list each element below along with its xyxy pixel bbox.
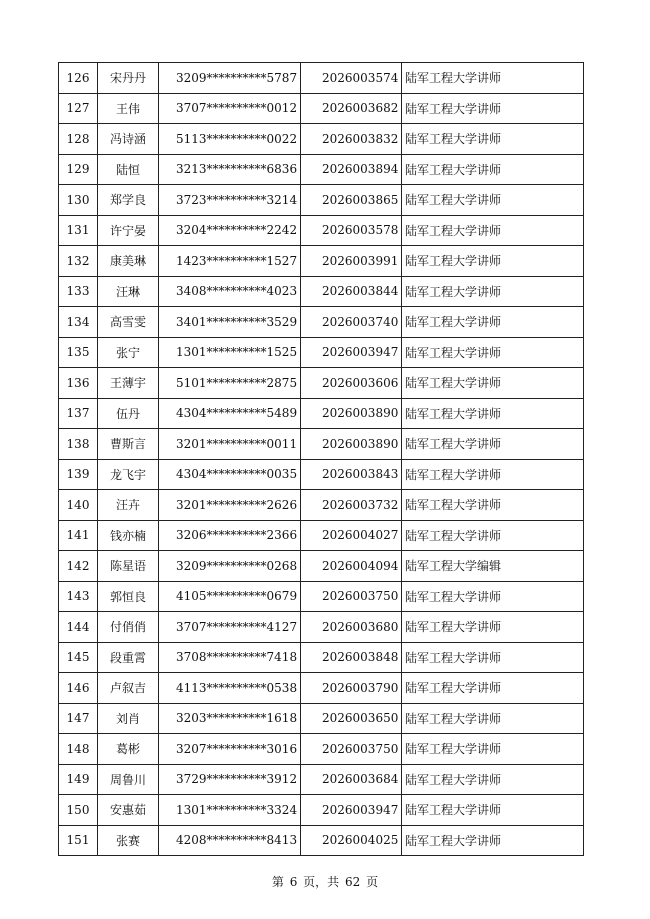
position-cell: 陆军工程大学讲师 [402, 612, 584, 643]
roster-table [58, 62, 584, 856]
row-number-cell: 146 [59, 673, 98, 704]
id-number-cell: 4304**********0035 [159, 459, 301, 490]
ticket-number-cell: 2026003844 [301, 276, 402, 307]
position-cell: 陆军工程大学讲师 [402, 581, 584, 612]
table-row [59, 459, 584, 490]
name-cell: 宋丹丹 [98, 63, 159, 94]
name-cell: 付俏俏 [98, 612, 159, 643]
id-number-cell: 4113**********0538 [159, 673, 301, 704]
position-cell: 陆军工程大学讲师 [402, 673, 584, 704]
row-number-cell: 151 [59, 825, 98, 856]
ticket-number-cell: 2026004025 [301, 825, 402, 856]
name-cell: 康美琳 [98, 246, 159, 277]
position-cell: 陆军工程大学讲师 [402, 63, 584, 94]
row-number-cell: 127 [59, 93, 98, 124]
row-number-cell: 135 [59, 337, 98, 368]
name-cell: 钱亦楠 [98, 520, 159, 551]
table-row [59, 337, 584, 368]
table-row [59, 612, 584, 643]
position-cell: 陆军工程大学讲师 [402, 642, 584, 673]
ticket-number-cell: 2026003732 [301, 490, 402, 521]
id-number-cell: 3204**********2242 [159, 215, 301, 246]
table-row [59, 490, 584, 521]
id-number-cell: 1301**********3324 [159, 795, 301, 826]
ticket-number-cell: 2026003890 [301, 429, 402, 460]
table-row [59, 581, 584, 612]
position-cell: 陆军工程大学讲师 [402, 185, 584, 216]
table-row [59, 154, 584, 185]
id-number-cell: 3213**********6836 [159, 154, 301, 185]
row-number-cell: 141 [59, 520, 98, 551]
position-cell: 陆军工程大学讲师 [402, 825, 584, 856]
ticket-number-cell: 2026003843 [301, 459, 402, 490]
table-row [59, 368, 584, 399]
table-row [59, 520, 584, 551]
position-cell: 陆军工程大学讲师 [402, 429, 584, 460]
table-row [59, 429, 584, 460]
id-number-cell: 3201**********0011 [159, 429, 301, 460]
table-row [59, 734, 584, 765]
ticket-number-cell: 2026004027 [301, 520, 402, 551]
position-cell: 陆军工程大学讲师 [402, 764, 584, 795]
id-number-cell: 5101**********2875 [159, 368, 301, 399]
table-row [59, 825, 584, 856]
position-cell: 陆军工程大学讲师 [402, 795, 584, 826]
name-cell: 陆恒 [98, 154, 159, 185]
ticket-number-cell: 2026003894 [301, 154, 402, 185]
roster-table-container [58, 62, 584, 856]
row-number-cell: 126 [59, 63, 98, 94]
table-row [59, 276, 584, 307]
ticket-number-cell: 2026003750 [301, 581, 402, 612]
name-cell: 陈星语 [98, 551, 159, 582]
position-cell: 陆军工程大学讲师 [402, 215, 584, 246]
name-cell: 汪卉 [98, 490, 159, 521]
id-number-cell: 3209**********5787 [159, 63, 301, 94]
ticket-number-cell: 2026003578 [301, 215, 402, 246]
ticket-number-cell: 2026003991 [301, 246, 402, 277]
table-row [59, 246, 584, 277]
name-cell: 伍丹 [98, 398, 159, 429]
name-cell: 刘肖 [98, 703, 159, 734]
id-number-cell: 4105**********0679 [159, 581, 301, 612]
ticket-number-cell: 2026003680 [301, 612, 402, 643]
position-cell: 陆军工程大学讲师 [402, 459, 584, 490]
position-cell: 陆军工程大学讲师 [402, 307, 584, 338]
id-number-cell: 3201**********2626 [159, 490, 301, 521]
id-number-cell: 3203**********1618 [159, 703, 301, 734]
id-number-cell: 3408**********4023 [159, 276, 301, 307]
table-row [59, 63, 584, 94]
name-cell: 许宁晏 [98, 215, 159, 246]
table-row [59, 93, 584, 124]
footer-page-number: 6 [289, 875, 298, 889]
row-number-cell: 137 [59, 398, 98, 429]
position-cell: 陆军工程大学编辑 [402, 551, 584, 582]
id-number-cell: 3708**********7418 [159, 642, 301, 673]
id-number-cell: 4208**********8413 [159, 825, 301, 856]
name-cell: 冯诗涵 [98, 124, 159, 155]
position-cell: 陆军工程大学讲师 [402, 337, 584, 368]
table-row [59, 185, 584, 216]
id-number-cell: 3707**********0012 [159, 93, 301, 124]
name-cell: 曹斯言 [98, 429, 159, 460]
row-number-cell: 133 [59, 276, 98, 307]
id-number-cell: 1301**********1525 [159, 337, 301, 368]
ticket-number-cell: 2026003890 [301, 398, 402, 429]
row-number-cell: 131 [59, 215, 98, 246]
table-row [59, 307, 584, 338]
name-cell: 周鲁川 [98, 764, 159, 795]
name-cell: 王薄宇 [98, 368, 159, 399]
name-cell: 段重霄 [98, 642, 159, 673]
name-cell: 张赛 [98, 825, 159, 856]
ticket-number-cell: 2026003865 [301, 185, 402, 216]
ticket-number-cell: 2026004094 [301, 551, 402, 582]
table-row [59, 551, 584, 582]
row-number-cell: 145 [59, 642, 98, 673]
row-number-cell: 128 [59, 124, 98, 155]
ticket-number-cell: 2026003682 [301, 93, 402, 124]
row-number-cell: 144 [59, 612, 98, 643]
footer-suffix: 页 [366, 875, 379, 889]
name-cell: 卢叙吉 [98, 673, 159, 704]
id-number-cell: 5113**********0022 [159, 124, 301, 155]
roster-table-body [59, 63, 584, 856]
id-number-cell: 3207**********3016 [159, 734, 301, 765]
ticket-number-cell: 2026003848 [301, 642, 402, 673]
row-number-cell: 134 [59, 307, 98, 338]
id-number-cell: 1423**********1527 [159, 246, 301, 277]
table-row [59, 764, 584, 795]
row-number-cell: 139 [59, 459, 98, 490]
position-cell: 陆军工程大学讲师 [402, 124, 584, 155]
ticket-number-cell: 2026003740 [301, 307, 402, 338]
position-cell: 陆军工程大学讲师 [402, 703, 584, 734]
row-number-cell: 138 [59, 429, 98, 460]
row-number-cell: 148 [59, 734, 98, 765]
ticket-number-cell: 2026003947 [301, 795, 402, 826]
id-number-cell: 3206**********2366 [159, 520, 301, 551]
position-cell: 陆军工程大学讲师 [402, 398, 584, 429]
id-number-cell: 3401**********3529 [159, 307, 301, 338]
ticket-number-cell: 2026003606 [301, 368, 402, 399]
footer-prefix: 第 [271, 875, 284, 889]
footer-total-pages: 62 [345, 875, 361, 889]
name-cell: 郭恒良 [98, 581, 159, 612]
id-number-cell: 3209**********0268 [159, 551, 301, 582]
ticket-number-cell: 2026003750 [301, 734, 402, 765]
ticket-number-cell: 2026003650 [301, 703, 402, 734]
position-cell: 陆军工程大学讲师 [402, 368, 584, 399]
position-cell: 陆军工程大学讲师 [402, 246, 584, 277]
position-cell: 陆军工程大学讲师 [402, 154, 584, 185]
table-row [59, 795, 584, 826]
name-cell: 葛彬 [98, 734, 159, 765]
name-cell: 郑学良 [98, 185, 159, 216]
table-row [59, 703, 584, 734]
name-cell: 安惠茹 [98, 795, 159, 826]
id-number-cell: 4304**********5489 [159, 398, 301, 429]
table-row [59, 398, 584, 429]
row-number-cell: 143 [59, 581, 98, 612]
name-cell: 龙飞宇 [98, 459, 159, 490]
row-number-cell: 142 [59, 551, 98, 582]
position-cell: 陆军工程大学讲师 [402, 276, 584, 307]
ticket-number-cell: 2026003947 [301, 337, 402, 368]
name-cell: 王伟 [98, 93, 159, 124]
ticket-number-cell: 2026003684 [301, 764, 402, 795]
footer-middle: 页，共 [303, 875, 340, 889]
ticket-number-cell: 2026003790 [301, 673, 402, 704]
table-row [59, 124, 584, 155]
id-number-cell: 3707**********4127 [159, 612, 301, 643]
name-cell: 张宁 [98, 337, 159, 368]
ticket-number-cell: 2026003832 [301, 124, 402, 155]
row-number-cell: 149 [59, 764, 98, 795]
row-number-cell: 136 [59, 368, 98, 399]
table-row [59, 673, 584, 704]
ticket-number-cell: 2026003574 [301, 63, 402, 94]
name-cell: 高雪雯 [98, 307, 159, 338]
name-cell: 汪琳 [98, 276, 159, 307]
position-cell: 陆军工程大学讲师 [402, 490, 584, 521]
position-cell: 陆军工程大学讲师 [402, 734, 584, 765]
table-row [59, 215, 584, 246]
position-cell: 陆军工程大学讲师 [402, 93, 584, 124]
page-footer [0, 873, 650, 890]
row-number-cell: 132 [59, 246, 98, 277]
row-number-cell: 150 [59, 795, 98, 826]
row-number-cell: 129 [59, 154, 98, 185]
row-number-cell: 147 [59, 703, 98, 734]
row-number-cell: 140 [59, 490, 98, 521]
id-number-cell: 3723**********3214 [159, 185, 301, 216]
row-number-cell: 130 [59, 185, 98, 216]
position-cell: 陆军工程大学讲师 [402, 520, 584, 551]
table-row [59, 642, 584, 673]
id-number-cell: 3729**********3912 [159, 764, 301, 795]
